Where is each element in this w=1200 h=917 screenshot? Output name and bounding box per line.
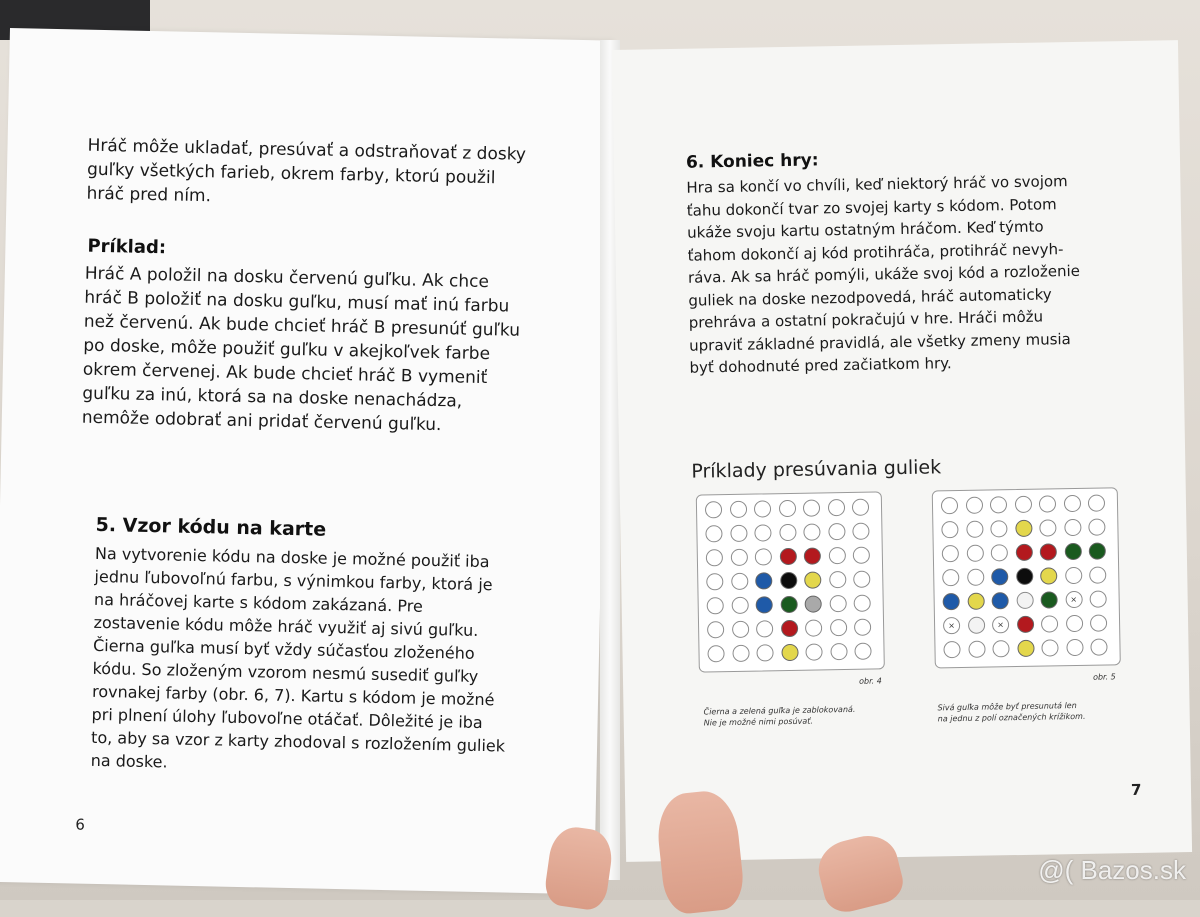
section5-line: zostavenie kódu môže hráč využiť aj sivú guľku.: [93, 612, 479, 640]
section5-line: pri plnení úlohy ľubovoľne otáčať. Dôležité je iba: [91, 704, 483, 733]
empty-hole: [731, 573, 748, 590]
section6-line: ťahom dokončí aj kód protihráča, protihráč nevyh-: [687, 239, 1064, 265]
empty-hole: [705, 525, 722, 542]
empty-hole: [732, 645, 749, 662]
blue-ball: [943, 593, 960, 610]
empty-hole: [1016, 592, 1033, 609]
section6-line: ukáže svoju kartu ostatným hráčom. Keď týmto: [687, 217, 1044, 242]
empty-hole: [1088, 518, 1105, 535]
yellow-ball: [804, 571, 821, 588]
figure5-caption-line: Sivá guľka môže byť presunutá len: [937, 700, 1077, 713]
intro-paragraph: [86, 134, 557, 216]
empty-hole: [706, 573, 723, 590]
empty-hole: [1039, 519, 1056, 536]
empty-hole: [729, 501, 746, 518]
empty-hole: [1089, 566, 1106, 583]
empty-hole: [966, 545, 983, 562]
empty-hole: [1065, 615, 1082, 632]
section6-line: prehráva a ostatní pokračujú v hre. Hráči môžu: [688, 307, 1044, 332]
red-ball: [1015, 544, 1032, 561]
examples-title: Príklady presúvania guliek: [691, 456, 942, 483]
red-ball: [1016, 616, 1033, 633]
gray-ball: [805, 595, 822, 612]
empty-hole: [707, 645, 724, 662]
figure4-caption-line: Nie je možné nimi posúvať.: [703, 716, 813, 728]
empty-hole: [805, 643, 822, 660]
yellow-ball: [781, 644, 798, 661]
empty-hole: [854, 643, 871, 660]
empty-hole: [941, 497, 958, 514]
empty-hole: [965, 497, 982, 514]
empty-hole: [705, 501, 722, 518]
empty-hole: [853, 571, 870, 588]
black-ball: [780, 572, 797, 589]
empty-hole: [853, 547, 870, 564]
yellow-ball: [1015, 520, 1032, 537]
empty-hole: [854, 619, 871, 636]
empty-hole: [968, 641, 985, 658]
section5-line: to, aby sa vzor z karty zhodoval s rozložením guliek: [90, 727, 506, 756]
watermark: @( Bazos.sk: [1038, 855, 1186, 885]
section6-line: upraviť základné pravidlá, ale všetky zmeny musia: [689, 329, 1071, 355]
empty-hole: [706, 549, 723, 566]
empty-hole: [707, 597, 724, 614]
empty-hole: [1088, 494, 1105, 511]
marked-hole: ×: [992, 616, 1009, 633]
empty-hole: [990, 520, 1007, 537]
empty-hole: [803, 499, 820, 516]
figure5-caption-line: na jednu z polí označených krížikom.: [937, 711, 1086, 724]
empty-hole: [943, 641, 960, 658]
marked-hole: ×: [943, 617, 960, 634]
green-ball: [1041, 591, 1058, 608]
example-line: Hráč A položil na dosku červenú guľku. Ak chce: [84, 263, 490, 293]
empty-hole: [941, 521, 958, 538]
empty-hole: [1039, 495, 1056, 512]
page-number-right: 7: [1130, 780, 1142, 800]
black-ball: [1016, 568, 1033, 585]
empty-hole: [942, 569, 959, 586]
example-line: hráč B položiť na dosku guľku, musí mať inú farbu: [84, 287, 510, 317]
empty-hole: [828, 523, 845, 540]
blue-ball: [992, 592, 1009, 609]
empty-hole: [803, 523, 820, 540]
empty-hole: [754, 500, 771, 517]
empty-hole: [1041, 615, 1058, 632]
empty-hole: [1041, 639, 1058, 656]
empty-hole: [779, 524, 796, 541]
intro-line: Hráč môže ukladať, presúvať a odstraňovať z dosky: [87, 135, 527, 165]
empty-hole: [754, 524, 771, 541]
red-ball: [1040, 543, 1057, 560]
section6-line: ráva. Ak sa hráč pomýli, ukáže svoj kód a rozloženie: [687, 261, 1081, 287]
empty-hole: [1063, 495, 1080, 512]
section5-line: Na vytvorenie kódu na doske je možné použiť iba: [94, 543, 490, 572]
empty-hole: [854, 595, 871, 612]
section5-heading: 5. Vzor kódu na karte: [95, 513, 327, 541]
section6-paragraph: [686, 169, 1129, 379]
empty-hole: [1090, 638, 1107, 655]
empty-hole: [1066, 639, 1083, 656]
example-line: po doske, môže použiť guľku v akejkoľvek farbe: [83, 335, 491, 365]
empty-hole: [707, 621, 724, 638]
empty-hole: [829, 595, 846, 612]
figure5-caption: [937, 699, 1137, 724]
section5-line: rovnakej farby (obr. 6, 7). Kartu s kódom je možné: [91, 681, 495, 710]
figure4-label: obr. 4: [858, 676, 882, 686]
section5-line: jednu ľubovoľnú farbu, s výnimkou farby, ktorá je: [94, 566, 493, 595]
section6-heading: 6. Koniec hry:: [685, 150, 819, 173]
figure4-caption-line: Čierna a zelená guľka je zablokovaná.: [703, 704, 856, 717]
blue-ball: [755, 572, 772, 589]
page-number-left: 6: [75, 815, 86, 834]
right-page: [612, 40, 1192, 862]
empty-hole: [1014, 496, 1031, 513]
empty-hole: [966, 521, 983, 538]
figure4-caption: [703, 703, 903, 728]
section5-line: na hráčovej karte s kódom zakázaná. Pre: [93, 589, 424, 616]
empty-hole: [942, 545, 959, 562]
example-paragraph: [82, 262, 555, 440]
empty-hole: [1090, 590, 1107, 607]
empty-hole: [1064, 519, 1081, 536]
empty-hole: [1090, 614, 1107, 631]
blue-ball: [756, 596, 773, 613]
empty-hole: [827, 499, 844, 516]
example-line: guľku za inú, ktorá sa na doske nenachádza,: [82, 383, 463, 412]
example-line: nemôže odobrať ani pridať červenú guľku.: [81, 407, 442, 436]
section6-line: Hra sa končí vo chvíli, keď niektorý hráč vo svojom: [686, 172, 1068, 197]
empty-hole: [730, 525, 747, 542]
empty-hole: [828, 547, 845, 564]
empty-hole: [829, 619, 846, 636]
empty-hole: [991, 544, 1008, 561]
empty-hole: [805, 619, 822, 636]
yellow-ball: [967, 593, 984, 610]
blue-ball: [991, 568, 1008, 585]
empty-hole: [967, 569, 984, 586]
empty-hole: [730, 549, 747, 566]
empty-hole: [755, 548, 772, 565]
section5-paragraph: [90, 542, 545, 781]
red-ball: [804, 547, 821, 564]
empty-hole: [852, 523, 869, 540]
section6-line: ťahu dokončí tvar zo svojej karty s kódom. Potom: [686, 194, 1057, 220]
intro-line: guľky všetkých farieb, okrem farby, ktorú použil: [86, 159, 496, 189]
empty-hole: [992, 640, 1009, 657]
section6-line: byť dohodnuté pred začiatkom hry.: [689, 354, 952, 377]
example-heading: Príklad:: [87, 235, 167, 259]
empty-hole: [990, 496, 1007, 513]
empty-hole: [829, 571, 846, 588]
green-ball: [780, 596, 797, 613]
example-line: než červenú. Ak bude chcieť hráč B presunúť guľku: [83, 311, 521, 341]
board-figure-5: [932, 487, 1121, 668]
empty-hole: [1065, 567, 1082, 584]
empty-hole: [731, 597, 748, 614]
left-page: [0, 28, 612, 894]
yellow-ball: [1017, 640, 1034, 657]
section5-line: kódu. So zloženým vzorom nesmú susediť guľky: [92, 658, 479, 686]
red-ball: [780, 620, 797, 637]
green-ball: [1064, 543, 1081, 560]
example-line: okrem červenej. Ak bude chcieť hráč B vymeniť: [82, 359, 488, 389]
section5-line: Čierna guľka musí byť vždy súčasťou zloženého: [92, 635, 475, 663]
figure5-label: obr. 5: [1092, 672, 1116, 682]
empty-hole: [731, 621, 748, 638]
yellow-ball: [1040, 567, 1057, 584]
empty-hole: [756, 620, 773, 637]
empty-hole: [852, 499, 869, 516]
marked-hole: ×: [1065, 591, 1082, 608]
section5-line: na doske.: [90, 750, 168, 772]
empty-hole: [778, 500, 795, 517]
board-figure-4: [696, 491, 885, 672]
green-ball: [1089, 542, 1106, 559]
intro-line: hráč pred ním.: [86, 183, 212, 207]
empty-hole: [756, 644, 773, 661]
empty-hole: [830, 643, 847, 660]
empty-hole: [967, 617, 984, 634]
red-ball: [779, 548, 796, 565]
section6-line: guliek na doske nezodpovedá, hráč automaticky: [688, 284, 1052, 310]
